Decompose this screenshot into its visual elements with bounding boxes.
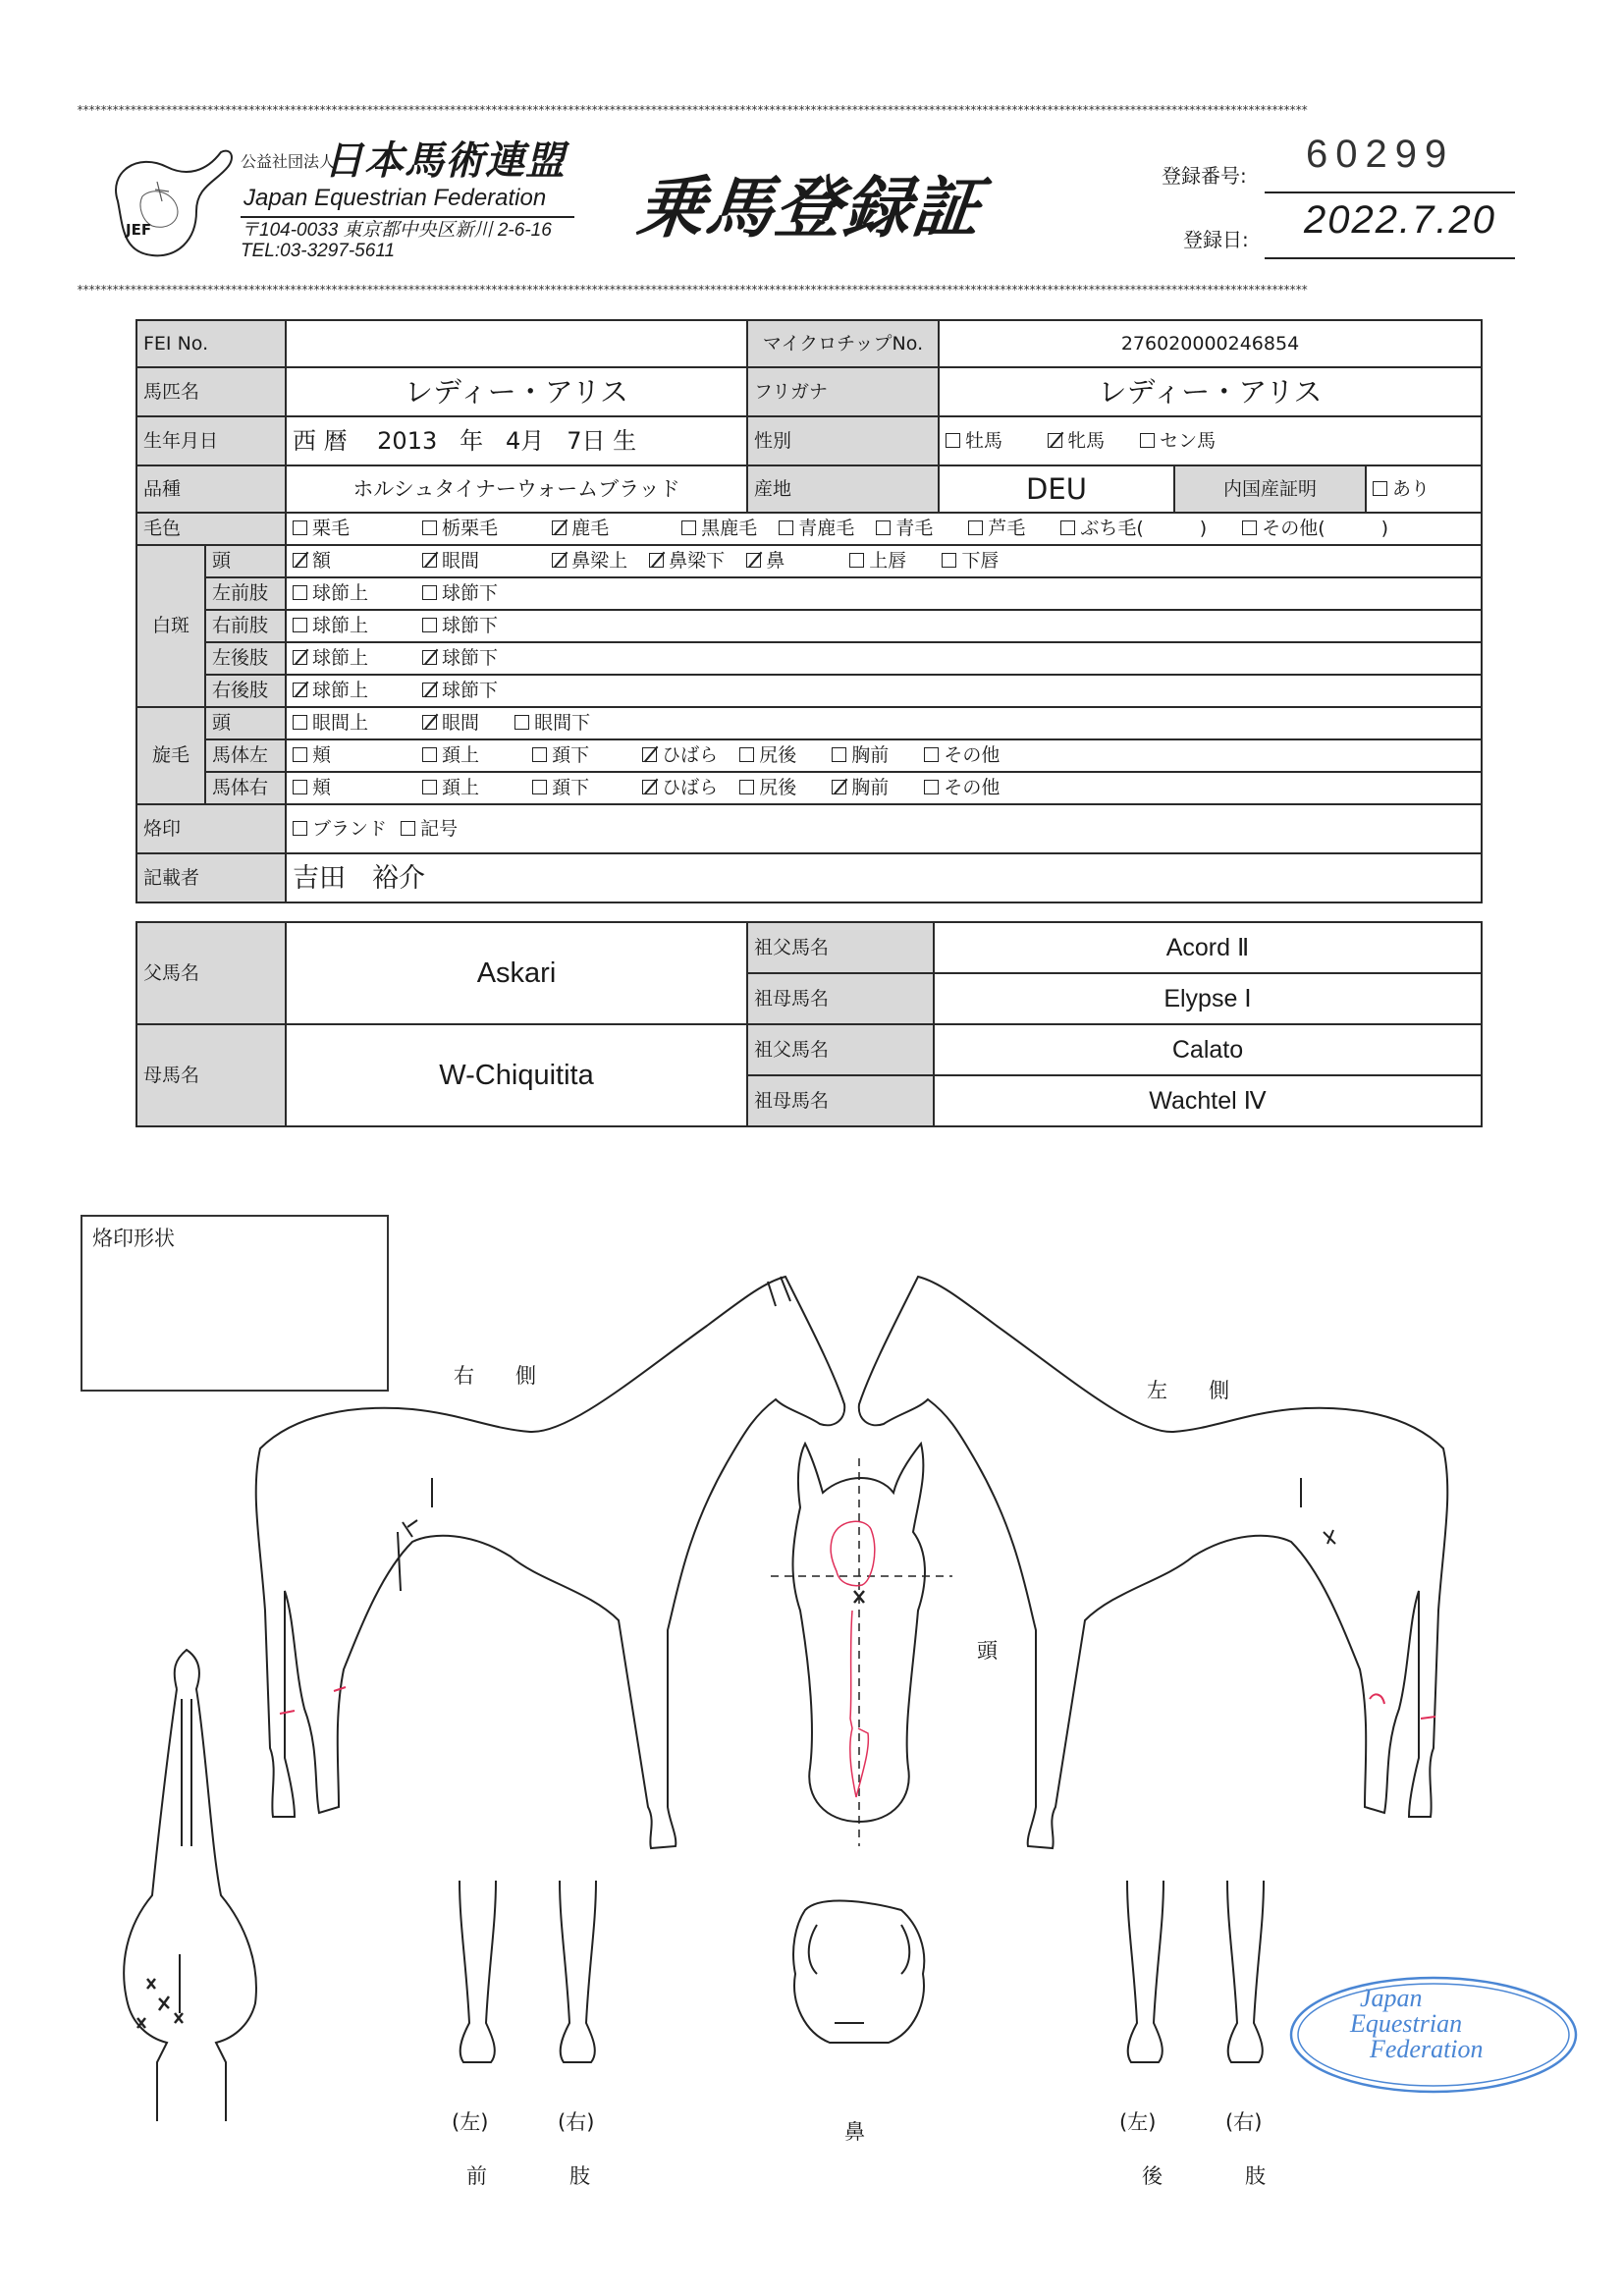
- marking-option[interactable]: 球節上: [293, 676, 401, 706]
- coat-option[interactable]: 黒鹿毛: [681, 514, 757, 544]
- marking-option[interactable]: 球節下: [422, 643, 498, 674]
- domestic-cert-label: 内国産証明: [1174, 465, 1366, 513]
- sex-option-mare[interactable]: 牝馬: [1048, 426, 1105, 457]
- brand-option[interactable]: 記号: [401, 814, 458, 845]
- whorls-row-label: 馬体左: [205, 739, 286, 772]
- registration-no-label: 登録番号:: [1162, 164, 1247, 188]
- dam-granddam-value[interactable]: Wachtel Ⅳ: [934, 1075, 1482, 1126]
- birth-month: 4月: [506, 426, 545, 455]
- dam-label: 母馬名: [136, 1024, 286, 1126]
- origin-value[interactable]: DEU: [939, 465, 1174, 513]
- recorder-label: 記載者: [136, 853, 286, 902]
- hindlegs-label-1: 後: [1142, 2164, 1163, 2188]
- recorder-value[interactable]: 吉田 裕介: [286, 853, 1482, 902]
- markings-row-label: 左前肢: [205, 577, 286, 610]
- whorl-option[interactable]: その他: [924, 773, 1000, 803]
- birth-date-label: 生年月日: [136, 416, 286, 465]
- furigana-value[interactable]: レディー・アリス: [939, 367, 1482, 416]
- whorl-option[interactable]: 胸前: [832, 773, 889, 803]
- left-side-label: 左 側: [1147, 1379, 1229, 1402]
- coat-option[interactable]: その他( ): [1242, 514, 1388, 544]
- whorl-option[interactable]: 頚下: [532, 740, 621, 771]
- marking-option[interactable]: 球節上: [293, 611, 401, 641]
- sire-grandsire-value[interactable]: Acord Ⅱ: [934, 922, 1482, 973]
- forelegs-label-2: 肢: [569, 2164, 590, 2188]
- org-address: 〒104-0033 東京都中央区新川 2-6-16: [241, 220, 552, 241]
- whorl-option[interactable]: 頬: [293, 740, 401, 771]
- whorl-option[interactable]: 頚下: [532, 773, 621, 803]
- sire-grandsire-label: 祖父馬名: [747, 922, 934, 973]
- brand-option[interactable]: ブランド: [293, 814, 387, 845]
- domestic-cert-option[interactable]: あり: [1366, 465, 1482, 513]
- markings-row-label: 右後肢: [205, 675, 286, 707]
- dam-granddam-label: 祖母馬名: [747, 1075, 934, 1126]
- dam-value[interactable]: W-Chiquitita: [286, 1024, 747, 1126]
- coat-option[interactable]: 青毛: [876, 514, 933, 544]
- right-side-label: 右 側: [454, 1364, 536, 1388]
- sire-label: 父馬名: [136, 922, 286, 1024]
- coat-option[interactable]: ぶち毛( ): [1060, 514, 1207, 544]
- seal-line-3: Federation: [1370, 2035, 1484, 2063]
- head-front-view-icon: [771, 1444, 952, 1846]
- marking-option[interactable]: 球節下: [422, 676, 498, 706]
- marking-option[interactable]: 球節上: [293, 578, 401, 609]
- microchip-label: マイクロチップNo.: [747, 320, 939, 367]
- marking-option[interactable]: 球節下: [422, 611, 498, 641]
- whorl-option[interactable]: その他: [924, 740, 1000, 771]
- furigana-label: フリガナ: [747, 367, 939, 416]
- right-side-horse-icon: [256, 1277, 844, 1848]
- whorls-row-label: 馬体右: [205, 772, 286, 804]
- left-side-horse-icon: [859, 1277, 1447, 1848]
- nose-diagram-icon: [793, 1901, 924, 2043]
- org-name-en: Japan Equestrian Federation: [243, 185, 547, 211]
- dam-grandsire-value[interactable]: Calato: [934, 1024, 1482, 1075]
- separator-top: ****************************************************************************************************************************************************************************************************************: [77, 103, 1308, 117]
- org-tel: TEL:03-3297-5611: [241, 241, 396, 261]
- breed-value[interactable]: ホルシュタイナーウォームブラッド: [286, 465, 747, 513]
- marking-option[interactable]: 鼻: [746, 546, 784, 576]
- hindlegs-label-2: 肢: [1245, 2164, 1266, 2188]
- sex-option-gelding[interactable]: セン馬: [1140, 426, 1216, 457]
- marking-option[interactable]: 鼻梁下: [649, 546, 725, 576]
- sire-granddam-value[interactable]: Elypse Ⅰ: [934, 973, 1482, 1024]
- seal-line-2: Equestrian: [1350, 2009, 1463, 2038]
- whorl-option[interactable]: 頚上: [422, 740, 511, 771]
- document-title: 乗馬登録証: [633, 170, 986, 247]
- whorl-option[interactable]: 頬: [293, 773, 401, 803]
- forelegs-label-1: 前: [466, 2164, 487, 2188]
- origin-label: 産地: [747, 465, 939, 513]
- org-name-ja: 日本馬術連盟: [324, 138, 566, 184]
- foreleg-diagrams-icon: [460, 1881, 596, 2062]
- head-label: 頭: [977, 1639, 998, 1663]
- foreleg-left-label: (左): [452, 2110, 489, 2134]
- birth-era: 西 暦: [293, 426, 348, 455]
- whorl-option[interactable]: 眼間下: [514, 708, 590, 738]
- marking-option[interactable]: 球節下: [422, 578, 498, 609]
- seal-line-1: Japan: [1360, 1984, 1423, 2012]
- jef-seal-stamp: [1286, 1974, 1581, 2097]
- rear-view-horse-icon: [124, 1650, 256, 2121]
- dam-grandsire-label: 祖父馬名: [747, 1024, 934, 1075]
- whorls-label: 旋毛: [136, 707, 205, 804]
- birth-suffix: 生: [613, 426, 637, 455]
- marking-option[interactable]: 下唇: [942, 546, 999, 576]
- marking-option[interactable]: 上唇: [849, 546, 906, 576]
- sex-label: 性別: [747, 416, 939, 465]
- sire-granddam-label: 祖母馬名: [747, 973, 934, 1024]
- markings-row-label: 頭: [205, 545, 286, 577]
- hindleg-right-label: (右): [1225, 2110, 1263, 2134]
- markings-row-label: 右前肢: [205, 610, 286, 642]
- birth-year: 2013: [377, 426, 438, 455]
- org-prefix: 公益社団法人: [241, 152, 336, 171]
- birth-year-unit: 年: [460, 426, 484, 455]
- registration-no: 60299: [1306, 133, 1455, 176]
- marking-option[interactable]: 額: [293, 546, 401, 576]
- whorl-option[interactable]: 尻後: [739, 773, 796, 803]
- brand-label: 烙印: [136, 804, 286, 853]
- sex-option-stallion[interactable]: 牡馬: [946, 426, 1002, 457]
- coat-option[interactable]: 鹿毛: [552, 514, 660, 544]
- marking-option[interactable]: 鼻梁上: [552, 546, 627, 576]
- markings-row-label: 左後肢: [205, 642, 286, 675]
- hindleg-diagrams-icon: [1127, 1881, 1264, 2062]
- whorl-option[interactable]: ひばら: [642, 773, 718, 803]
- brand-shape-label: 烙印形状: [92, 1227, 175, 1250]
- whorl-option[interactable]: 眼間上: [293, 708, 401, 738]
- fei-no-label: FEI No.: [136, 320, 286, 367]
- marking-option[interactable]: 球節上: [293, 643, 401, 674]
- marking-option[interactable]: 眼間: [422, 546, 530, 576]
- horse-name-value[interactable]: レディー・アリス: [286, 367, 747, 416]
- sire-value[interactable]: Askari: [286, 922, 747, 1024]
- breed-label: 品種: [136, 465, 286, 513]
- registration-date: 2022.7.20: [1304, 198, 1496, 242]
- whorl-option[interactable]: 尻後: [739, 740, 796, 771]
- microchip-value[interactable]: 276020000246854: [939, 320, 1482, 367]
- whorl-option[interactable]: 頚上: [422, 773, 511, 803]
- nose-label: 鼻: [844, 2120, 865, 2144]
- logo-text: JEF: [126, 221, 152, 239]
- registration-date-label: 登録日:: [1183, 228, 1249, 251]
- coat-option[interactable]: 栃栗毛: [422, 514, 530, 544]
- coat-option[interactable]: 芦毛: [968, 514, 1025, 544]
- hindleg-left-label: (左): [1119, 2110, 1157, 2134]
- horse-name-label: 馬匹名: [136, 367, 286, 416]
- white-markings-label: 白斑: [136, 545, 205, 707]
- coat-color-label: 毛色: [136, 513, 286, 545]
- whorl-option[interactable]: ひばら: [642, 740, 718, 771]
- whorl-option[interactable]: 眼間: [422, 708, 479, 738]
- coat-option[interactable]: 青鹿毛: [779, 514, 854, 544]
- coat-option[interactable]: 栗毛: [293, 514, 401, 544]
- foreleg-right-label: (右): [558, 2110, 595, 2134]
- whorl-option[interactable]: 胸前: [832, 740, 889, 771]
- separator-bottom: ****************************************************************************************************************************************************************************************************************: [77, 283, 1308, 297]
- whorls-row-label: 頭: [205, 707, 286, 739]
- birth-day: 7日: [567, 426, 606, 455]
